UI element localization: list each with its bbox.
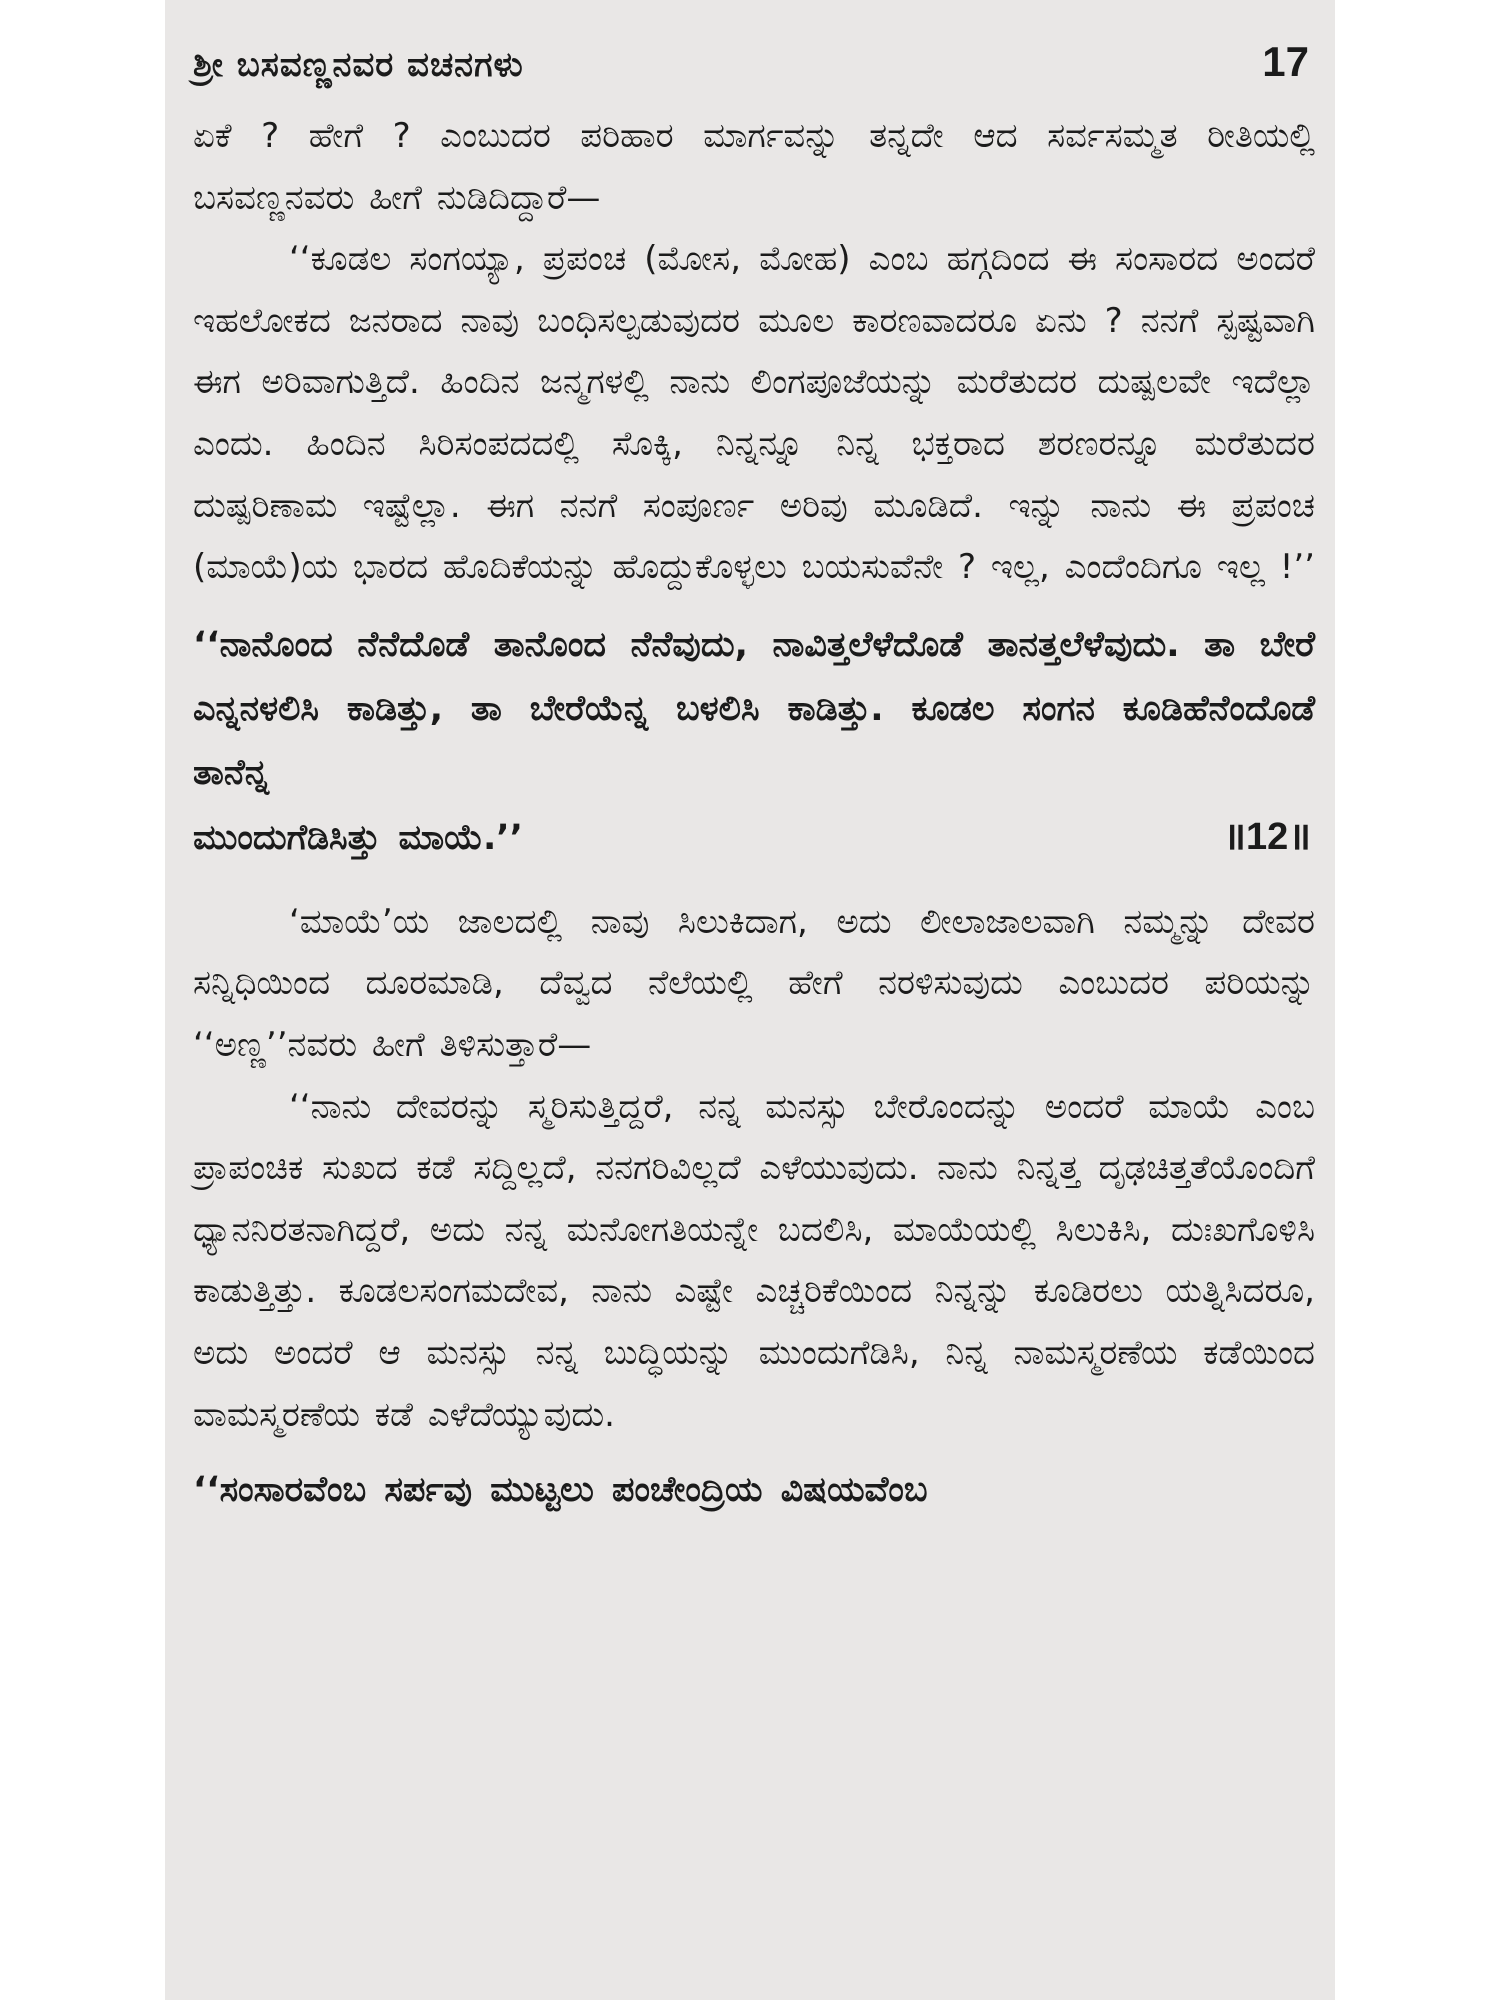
vachana-number: ॥12॥ — [1223, 815, 1311, 858]
paragraph-prose-translation: ‘‘ಕೂಡಲ ಸಂಗಯ್ಯಾ, ಪ್ರಪಂಚ (ಮೋಸ, ಮೋಹ) ಎಂಬ ಹಗ್ಗದಿಂದ ಈ ಸಂಸಾರದ ಅಂದರೆ ಇಹಲೋಕದ ಜನರಾದ ನಾವು ಬಂಧಿಸಲ್ಪಡುವುದರ ಮೂಲ ಕಾರಣವಾದರೂ ಏನು ? ನನಗೆ ಸ್ಪಷ್ಟವಾಗಿ ಈಗ ಅರಿವಾಗುತ್ತಿದೆ. ಹಿಂದಿನ ಜನ್ಮಗಳಲ್ಲಿ ನಾನು ಲಿಂಗಪೂಜೆಯನ್ನು ಮರೆತುದರ ದುಷ್ಪಲವೇ ಇದೆಲ್ಲಾ ಎಂದು. ಹಿಂದಿನ ಸಿರಿಸಂಪದದಲ್ಲಿ ಸೊಕ್ಕಿ, ನಿನ್ನನ್ನೂ ನಿನ್ನ ಭಕ್ತರಾದ ಶರಣರನ್ನೂ ಮರೆತುದರ ದುಷ್ಪರಿಣಾಮ ಇಷ್ಟೆಲ್ಲಾ. ಈಗ ನನಗೆ ಸಂಪೂರ್ಣ ಅರಿವು ಮೂಡಿದೆ. ಇನ್ನು ನಾನು ಈ ಪ್ರಪಂಚ (ಮಾಯೆ)ಯ ಭಾರದ ಹೊದಿಕೆಯನ್ನು ಹೊದ್ದುಕೊಳ್ಳಲು ಬಯಸುವೆನೇ ? ಇಲ್ಲ, ಎಂದೆಂದಿಗೂ ಇಲ್ಲ !’’ — [193, 239, 1315, 588]
book-page — [165, 0, 1335, 2000]
vachana-closing-text: ಮುಂದುಗೆಡಿಸಿತ್ತು ಮಾಯೆ.’’ — [193, 817, 523, 858]
vachana-next-first-line: ‘‘ಸಂಸಾರವೆಂಬ ಸರ್ಪವು ಮುಟ್ಟಲು ಪಂಚೇಂದ್ರಿಯ ವಿಷಯವೆಂಬ — [193, 1470, 928, 1511]
paragraph-maya-intro: ‘ಮಾಯೆ’ಯ ಜಾಲದಲ್ಲಿ ನಾವು ಸಿಲುಕಿದಾಗ, ಅದು ಲೀಲಾಜಾಲವಾಗಿ ನಮ್ಮನ್ನು ದೇವರ ಸನ್ನಿಧಿಯಿಂದ ದೂರಮಾಡಿ, ದೆವ್ವದ ನೆಲೆಯಲ್ಲಿ ಹೇಗೆ ನರಳಿಸುವುದು ಎಂಬುದರ ಪರಿಯನ್ನು ‘‘ಅಣ್ಣ’’ನವರು ಹೀಗೆ ತಿಳಿಸುತ್ತಾರೆ— — [193, 901, 1315, 1065]
paragraph-prose-translation-2: ‘‘ನಾನು ದೇವರನ್ನು ಸ್ಮರಿಸುತ್ತಿದ್ದರೆ, ನನ್ನ ಮನಸ್ಸು ಬೇರೊಂದನ್ನು ಅಂದರೆ ಮಾಯೆ ಎಂಬ ಪ್ರಾಪಂಚಿಕ ಸುಖದ ಕಡೆ ಸದ್ದಿಲ್ಲದೆ, ನನಗರಿವಿಲ್ಲದೆ ಎಳೆಯುವುದು. ನಾನು ನಿನ್ನತ್ತ ದೃಢಚಿತ್ತತೆಯೊಂದಿಗೆ ಧ್ಯಾನನಿರತನಾಗಿದ್ದರೆ, ಅದು ನನ್ನ ಮನೋಗತಿಯನ್ನೇ ಬದಲಿಸಿ, ಮಾಯೆಯಲ್ಲಿ ಸಿಲುಕಿಸಿ, ದುಃಖಗೊಳಿಸಿ ಕಾಡುತ್ತಿತ್ತು. ಕೂಡಲಸಂಗಮದೇವ, ನಾನು ಎಷ್ಟೇ ಎಚ್ಚರಿಕೆಯಿಂದ ನಿನ್ನನ್ನು ಕೂಡಿರಲು ಯತ್ನಿಸಿದರೂ, ಅದು ಅಂದರೆ ಆ ಮನಸ್ಸು ನನ್ನ ಬುದ್ಧಿಯನ್ನು ಮುಂದುಗೆಡಿಸಿ, ನಿನ್ನ ನಾಮಸ್ಮರಣೆಯ ಕಡೆಯಿಂದ ವಾಮಸ್ಮರಣೆಯ ಕಡೆ ಎಳೆದೆಯ್ಯುವುದು. — [193, 1086, 1315, 1435]
vachana-12 — [193, 613, 1315, 870]
vachana-text: ‘‘ನಾನೊಂದ ನೆನೆದೊಡೆ ತಾನೊಂದ ನೆನೆವುದು, ನಾವಿತ್ತಲೆಳೆದೊಡೆ ತಾನತ್ತಲೆಳೆವುದು. ತಾ ಬೇರೆ ಎನ್ನನಳಲಿಸಿ ಕಾಡಿತ್ತು, ತಾ ಬೇರೆಯೆನ್ನ ಬಳಲಿಸಿ ಕಾಡಿತ್ತು. ಕೂಡಲ ಸಂಗನ ಕೂಡಿಹೆನೆಂದೊಡೆ ತಾನೆನ್ನ — [193, 624, 1315, 793]
running-header — [193, 38, 1315, 94]
page-number: 17 — [1262, 38, 1309, 85]
paragraph-intro: ಏಕೆ ? ಹೇಗೆ ? ಎಂಬುದರ ಪರಿಹಾರ ಮಾರ್ಗವನ್ನು ತನ್ನದೇ ಆದ ಸರ್ವಸಮ್ಮತ ರೀತಿಯಲ್ಲಿ ಬಸವಣ್ಣನವರು ಹೀಗೆ ನುಡಿದಿದ್ದಾರೆ— — [193, 116, 1315, 218]
vachana-last-line — [193, 805, 1315, 870]
book-title: ಶ್ರೀ ಬಸವಣ್ಣನವರ ವಚನಗಳು — [193, 45, 524, 85]
